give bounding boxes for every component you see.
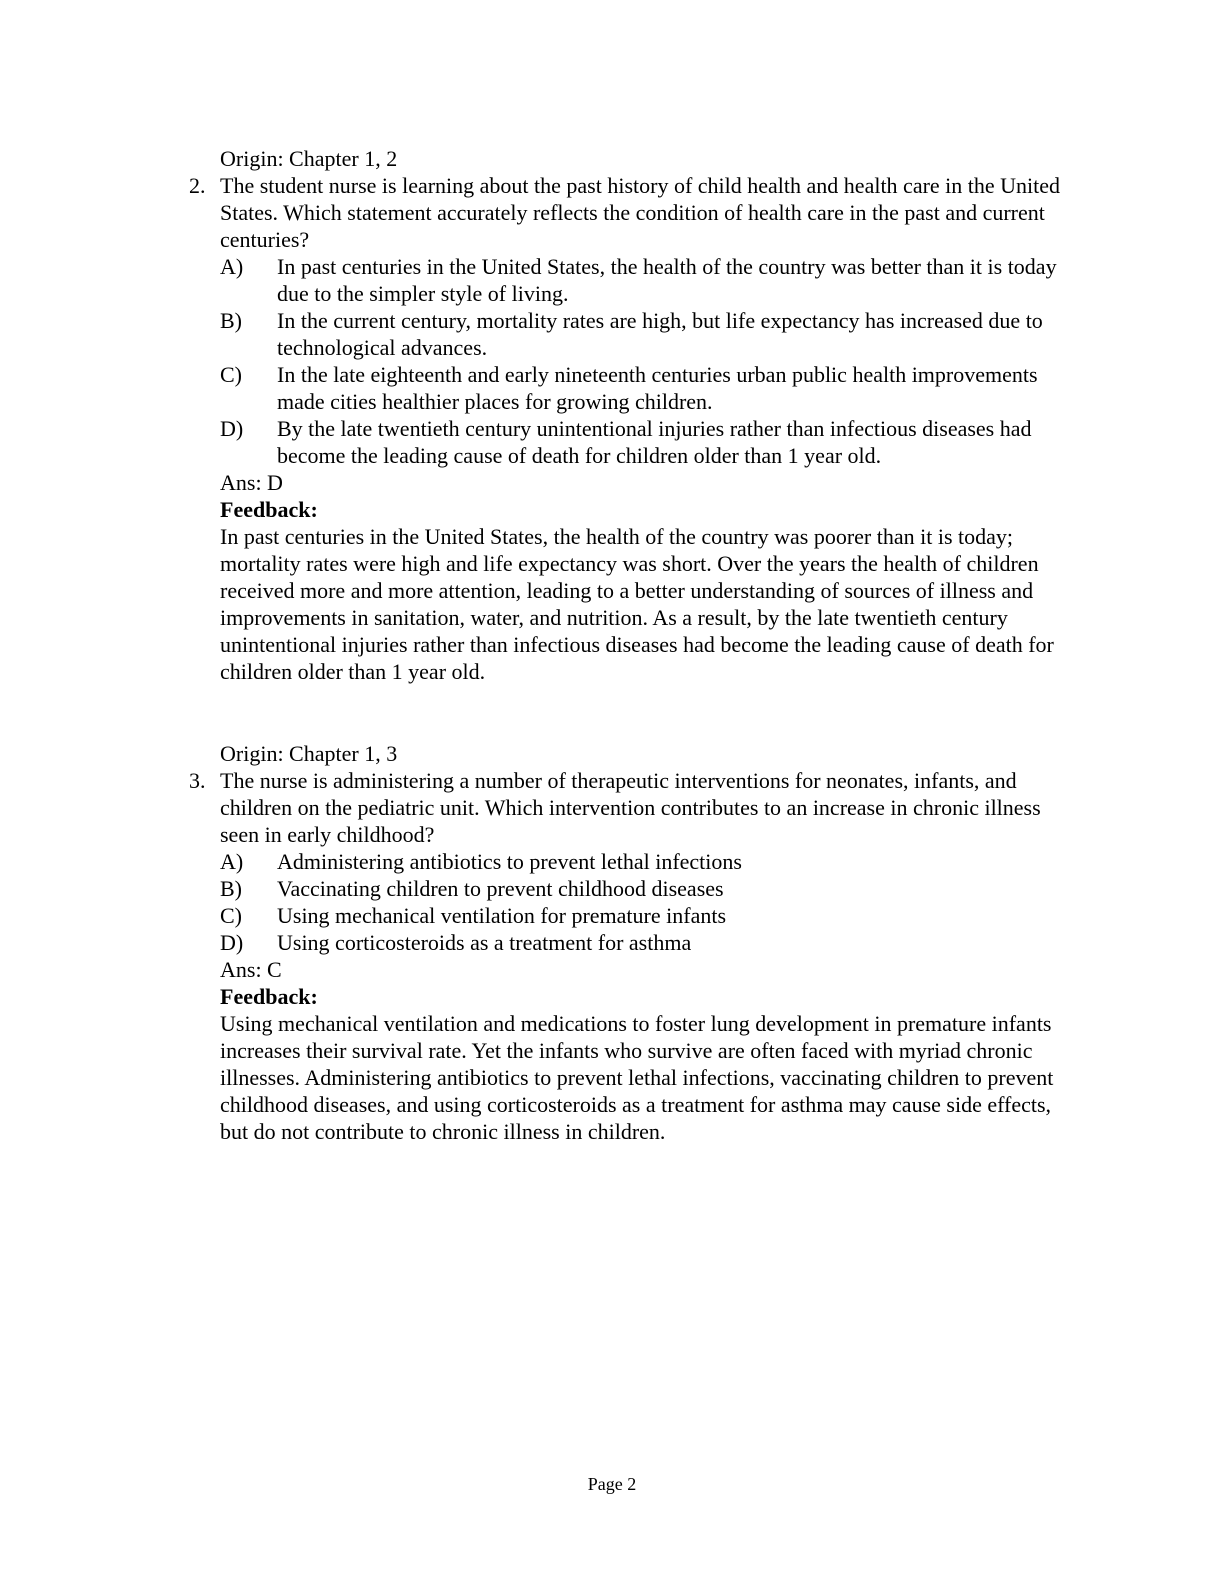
choice-letter: B): [220, 876, 242, 901]
choice-text: Using mechanical ventilation for premature infants: [277, 903, 727, 928]
question-stem: [189, 767, 1065, 848]
choice-text: Vaccinating children to prevent childhood diseases: [277, 876, 724, 901]
question-number: 2.: [189, 173, 206, 198]
choice-letter: A): [220, 254, 244, 279]
choice-letter: A): [220, 849, 244, 874]
answer-choice: [220, 848, 1077, 875]
question-origin: Origin: Chapter 1, 2: [220, 146, 398, 171]
choice-text: In past centuries in the United States, the health of the country was better than it is today due to the simpler style of living.: [277, 254, 1057, 306]
answer-choice: [220, 307, 1077, 361]
answer-key: Ans: C: [220, 957, 282, 982]
choice-letter: D): [220, 930, 244, 955]
answer-choice: [220, 415, 1077, 469]
question-stem-text: The student nurse is learning about the past history of child health and health care in the United States. Which statement accurately reflects the condition of health care in the past and current centuries?: [220, 173, 1061, 252]
answer-choice: [220, 875, 1077, 902]
choice-letter: D): [220, 416, 244, 441]
choice-text: By the late twentieth century unintentional injuries rather than infectious diseases had become the leading cause of death for children older than 1 year old.: [277, 416, 1032, 468]
question-stem: [189, 172, 1065, 253]
question-stem-text: The nurse is administering a number of therapeutic interventions for neonates, infants, and children on the pediatric unit. Which intervention contributes to an increase in chronic illness seen in early childhood?: [220, 768, 1041, 847]
question-block: [0, 740, 1224, 1145]
feedback-text: In past centuries in the United States, the health of the country was poorer than it is today; mortality rates were high and life expectancy was short. Over the years the health of children received more and more attention, leading to a better understanding of sources of illness and improvements in sanitation, water, and nutrition. As a result, by the late twentieth century unintentional injuries rather than infectious diseases had become the leading cause of death for children older than 1 year old.: [220, 524, 1054, 684]
choice-text: In the current century, mortality rates are high, but life expectancy has increased due to technological advances.: [277, 308, 1043, 360]
feedback-heading: Feedback:: [220, 984, 318, 1009]
choice-letter: B): [220, 308, 242, 333]
answer-choices: [0, 253, 1224, 469]
answer-choice: [220, 253, 1077, 307]
choice-text: In the late eighteenth and early nineteenth centuries urban public health improvements made cities healthier places for growing children.: [277, 362, 1038, 414]
answer-key: Ans: D: [220, 470, 283, 495]
answer-choice: [220, 902, 1077, 929]
question-block: [0, 145, 1224, 685]
answer-choices: [0, 848, 1224, 956]
answer-choice: [220, 361, 1077, 415]
choice-letter: C): [220, 903, 242, 928]
feedback-text: Using mechanical ventilation and medications to foster lung development in premature infants increases their survival rate. Yet the infants who survive are often faced with myriad chronic illnesses. Administering antibiotics to prevent lethal infections, vaccinating children to prevent childhood diseases, and using corticosteroids as a treatment for asthma may cause side effects, but do not contribute to chronic illness in children.: [220, 1011, 1054, 1144]
feedback-heading: Feedback:: [220, 497, 318, 522]
answer-choice: [220, 929, 1077, 956]
page-number: Page 2: [587, 1474, 637, 1494]
choice-text: Administering antibiotics to prevent lethal infections: [277, 849, 742, 874]
choice-letter: C): [220, 362, 242, 387]
question-number: 3.: [189, 768, 206, 793]
question-origin: Origin: Chapter 1, 3: [220, 741, 398, 766]
choice-text: Using corticosteroids as a treatment for asthma: [277, 930, 692, 955]
